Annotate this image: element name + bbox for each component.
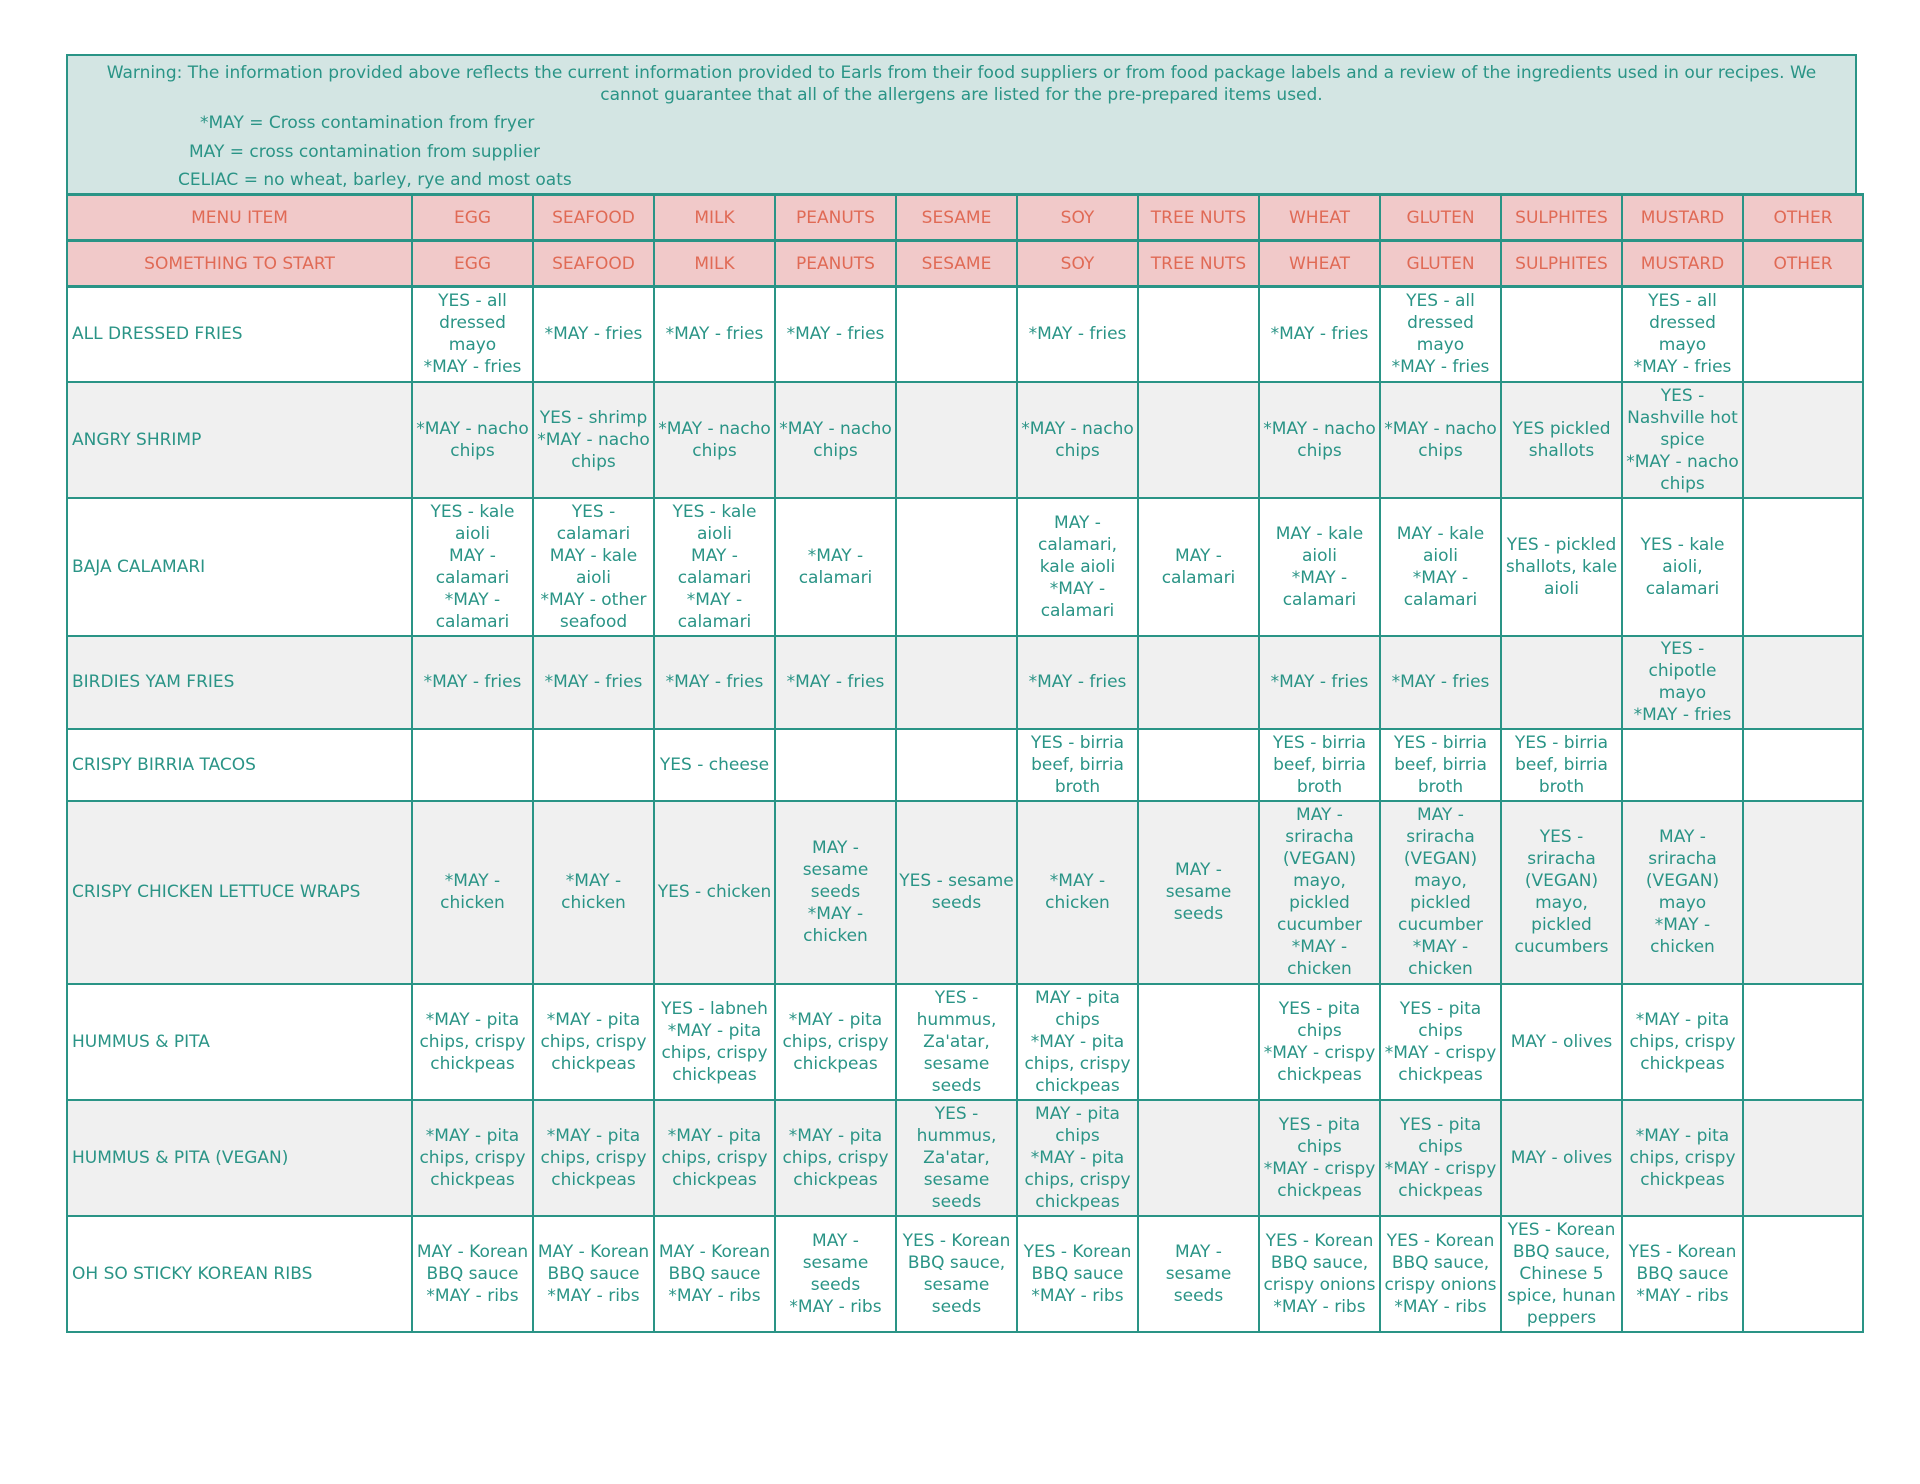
allergen-cell: YES - sesame seeds [896,801,1017,984]
allergen-cell: MAY - kale aioli *MAY - calamari [1259,498,1380,636]
allergen-cell: MAY - sriracha (VEGAN) mayo, pickled cucumber *MAY - chicken [1259,801,1380,984]
allergen-cell [1501,287,1622,382]
allergen-cell: YES - hummus, Za'atar, sesame seeds [896,1100,1017,1216]
allergen-table [66,193,1864,1333]
allergen-cell: YES - labneh *MAY - pita chips, crispy chickpeas [654,984,775,1100]
allergen-cell: MAY - sesame seeds *MAY - ribs [775,1216,896,1332]
warning-box [66,54,1857,193]
allergen-cell: *MAY - nacho chips [412,382,533,498]
allergen-cell: YES - cheese [654,729,775,801]
allergen-cell: YES - birria beef, birria broth [1259,729,1380,801]
warning-text: Warning: The information provided above reflects the current information provided to Earls from their food suppliers or from food package labels and a review of the ingredients used in our recipes. We cannot guarantee that all of the allergens are listed for the pre-prepared items used. [106,63,1817,105]
allergen-cell [1743,287,1863,382]
allergen-cell: YES - sriracha (VEGAN) mayo, pickled cucumbers [1501,801,1622,984]
column-header: MUSTARD [1622,241,1743,287]
menu-item-name: CRISPY BIRRIA TACOS [67,729,412,801]
allergen-cell: YES - Korean BBQ sauce *MAY - ribs [1017,1216,1138,1332]
allergen-cell [1501,636,1622,729]
allergen-cell: MAY - Korean BBQ sauce *MAY - ribs [533,1216,654,1332]
allergen-cell: *MAY - calamari [775,498,896,636]
legend-supplier: MAY = cross contamination from supplier [189,141,541,162]
section-title: SOMETHING TO START [67,241,412,287]
column-header: TREE NUTS [1138,195,1259,241]
allergen-cell: MAY - pita chips *MAY - pita chips, crispy chickpeas [1017,984,1138,1100]
allergen-cell: *MAY - pita chips, crispy chickpeas [412,984,533,1100]
table-row [67,498,1863,636]
allergen-cell [1743,1216,1863,1332]
allergen-cell: YES - all dressed mayo *MAY - fries [1380,287,1501,382]
column-header: EGG [412,195,533,241]
allergen-cell: *MAY - nacho chips [775,382,896,498]
allergen-cell: *MAY - chicken [1017,801,1138,984]
allergen-cell [1743,984,1863,1100]
allergen-cell: *MAY - nacho chips [1380,382,1501,498]
allergen-cell: MAY - kale aioli *MAY - calamari [1380,498,1501,636]
allergen-cell: *MAY - nacho chips [1017,382,1138,498]
allergen-cell: YES - pickled shallots, kale aioli [1501,498,1622,636]
column-header: MILK [654,241,775,287]
column-header: MILK [654,195,775,241]
allergen-cell [896,287,1017,382]
allergen-cell [1743,636,1863,729]
allergen-cell [896,498,1017,636]
legend-celiac: CELIAC = no wheat, barley, rye and most oats [178,170,572,190]
allergen-cell: *MAY - fries [533,636,654,729]
allergen-cell [1138,984,1259,1100]
section-header-row [67,241,1863,287]
allergen-cell: *MAY - fries [654,636,775,729]
allergen-cell [1138,729,1259,801]
allergen-cell: YES - kale aioli MAY - calamari *MAY - calamari [412,498,533,636]
allergen-cell: YES - shrimp *MAY - nacho chips [533,382,654,498]
allergen-cell: YES - kale aioli MAY - calamari *MAY - calamari [654,498,775,636]
table-row [67,1216,1863,1332]
allergen-cell [1138,287,1259,382]
column-header: SEAFOOD [533,241,654,287]
menu-item-name: HUMMUS & PITA (VEGAN) [67,1100,412,1216]
column-header: SESAME [896,195,1017,241]
menu-item-name: CRISPY CHICKEN LETTUCE WRAPS [67,801,412,984]
allergen-cell: YES - all dressed mayo *MAY - fries [1622,287,1743,382]
allergen-cell: YES - Korean BBQ sauce, crispy onions *MAY - ribs [1380,1216,1501,1332]
allergen-cell [533,729,654,801]
allergen-cell: YES - Korean BBQ sauce *MAY - ribs [1622,1216,1743,1332]
allergen-cell: *MAY - pita chips, crispy chickpeas [1622,984,1743,1100]
column-header: OTHER [1743,241,1863,287]
menu-item-name: ANGRY SHRIMP [67,382,412,498]
column-header: MUSTARD [1622,195,1743,241]
allergen-cell: YES - calamari MAY - kale aioli *MAY - other seafood [533,498,654,636]
allergen-cell: MAY - calamari, kale aioli *MAY - calamari [1017,498,1138,636]
allergen-cell: YES - pita chips *MAY - crispy chickpeas [1380,1100,1501,1216]
menu-item-name: OH SO STICKY KOREAN RIBS [67,1216,412,1332]
allergen-cell: *MAY - fries [654,287,775,382]
allergen-cell: YES pickled shallots [1501,382,1622,498]
allergen-cell: *MAY - pita chips, crispy chickpeas [533,1100,654,1216]
allergen-cell: YES - chicken [654,801,775,984]
menu-item-name: HUMMUS & PITA [67,984,412,1100]
allergen-cell: *MAY - nacho chips [1259,382,1380,498]
allergen-cell: YES - birria beef, birria broth [1017,729,1138,801]
allergen-cell [1743,729,1863,801]
allergen-cell [1138,382,1259,498]
column-header: PEANUTS [775,195,896,241]
allergen-cell [896,636,1017,729]
table-header [67,195,1863,287]
column-header: MENU ITEM [67,195,412,241]
allergen-cell: *MAY - fries [412,636,533,729]
allergen-cell: YES - Korean BBQ sauce, crispy onions *MAY - ribs [1259,1216,1380,1332]
column-header: GLUTEN [1380,195,1501,241]
allergen-cell [896,382,1017,498]
column-header: SOY [1017,195,1138,241]
legend-fryer: *MAY = Cross contamination from fryer [200,113,535,133]
menu-item-name: BAJA CALAMARI [67,498,412,636]
allergen-cell: YES - all dressed mayo *MAY - fries [412,287,533,382]
allergen-cell: YES - hummus, Za'atar, sesame seeds [896,984,1017,1100]
column-header: SESAME [896,241,1017,287]
allergen-cell: *MAY - chicken [533,801,654,984]
allergen-cell [1743,498,1863,636]
allergen-cell: *MAY - pita chips, crispy chickpeas [1622,1100,1743,1216]
allergen-cell: YES - Korean BBQ sauce, sesame seeds [896,1216,1017,1332]
allergen-cell: *MAY - pita chips, crispy chickpeas [775,1100,896,1216]
allergen-cell: MAY - sesame seeds [1138,801,1259,984]
column-header: SEAFOOD [533,195,654,241]
column-header: SULPHITES [1501,241,1622,287]
table-body [67,287,1863,1332]
allergen-cell: *MAY - pita chips, crispy chickpeas [654,1100,775,1216]
allergen-cell [1138,1100,1259,1216]
allergen-cell: YES - pita chips *MAY - crispy chickpeas [1380,984,1501,1100]
allergen-cell: MAY - olives [1501,1100,1622,1216]
allergen-cell: YES - chipotle mayo *MAY - fries [1622,636,1743,729]
allergen-cell: *MAY - fries [1017,636,1138,729]
allergen-cell: *MAY - fries [1017,287,1138,382]
allergen-cell [775,729,896,801]
allergen-cell: MAY - calamari [1138,498,1259,636]
allergen-cell: *MAY - fries [533,287,654,382]
allergen-cell: *MAY - fries [775,287,896,382]
allergen-cell: YES - Korean BBQ sauce, Chinese 5 spice, hunan peppers [1501,1216,1622,1332]
allergen-cell: YES - pita chips *MAY - crispy chickpeas [1259,1100,1380,1216]
column-header: WHEAT [1259,195,1380,241]
allergen-cell: *MAY - fries [1259,287,1380,382]
column-header: TREE NUTS [1138,241,1259,287]
allergen-cell [1138,636,1259,729]
allergen-cell: *MAY - chicken [412,801,533,984]
allergen-cell: *MAY - nacho chips [654,382,775,498]
allergen-cell: *MAY - fries [775,636,896,729]
column-header-row [67,195,1863,241]
allergen-cell: YES - pita chips *MAY - crispy chickpeas [1259,984,1380,1100]
allergen-cell: *MAY - pita chips, crispy chickpeas [533,984,654,1100]
allergen-cell: MAY - Korean BBQ sauce *MAY - ribs [412,1216,533,1332]
allergen-cell: *MAY - pita chips, crispy chickpeas [412,1100,533,1216]
allergen-sheet [66,54,1857,1333]
allergen-cell [1743,1100,1863,1216]
allergen-cell: MAY - sriracha (VEGAN) mayo, pickled cucumber *MAY - chicken [1380,801,1501,984]
allergen-cell: MAY - olives [1501,984,1622,1100]
allergen-cell: *MAY - pita chips, crispy chickpeas [775,984,896,1100]
allergen-cell: MAY - sesame seeds *MAY - chicken [775,801,896,984]
allergen-cell [896,729,1017,801]
allergen-cell [1743,382,1863,498]
table-row [67,287,1863,382]
table-row [67,382,1863,498]
table-row [67,801,1863,984]
allergen-cell: MAY - Korean BBQ sauce *MAY - ribs [654,1216,775,1332]
allergen-cell [1743,801,1863,984]
column-header: GLUTEN [1380,241,1501,287]
column-header: OTHER [1743,195,1863,241]
table-row [67,1100,1863,1216]
column-header: SULPHITES [1501,195,1622,241]
column-header: EGG [412,241,533,287]
allergen-cell: YES - birria beef, birria broth [1380,729,1501,801]
table-row [67,729,1863,801]
table-row [67,984,1863,1100]
allergen-cell: MAY - pita chips *MAY - pita chips, crispy chickpeas [1017,1100,1138,1216]
column-header: WHEAT [1259,241,1380,287]
menu-item-name: ALL DRESSED FRIES [67,287,412,382]
allergen-cell: *MAY - fries [1259,636,1380,729]
allergen-cell [1622,729,1743,801]
allergen-cell: YES - kale aioli, calamari [1622,498,1743,636]
menu-item-name: BIRDIES YAM FRIES [67,636,412,729]
allergen-cell: *MAY - fries [1380,636,1501,729]
column-header: PEANUTS [775,241,896,287]
allergen-cell: YES - Nashville hot spice *MAY - nacho chips [1622,382,1743,498]
allergen-cell: MAY - sriracha (VEGAN) mayo *MAY - chicken [1622,801,1743,984]
allergen-cell: MAY - sesame seeds [1138,1216,1259,1332]
allergen-cell: YES - birria beef, birria broth [1501,729,1622,801]
allergen-cell [412,729,533,801]
column-header: SOY [1017,241,1138,287]
table-row [67,636,1863,729]
